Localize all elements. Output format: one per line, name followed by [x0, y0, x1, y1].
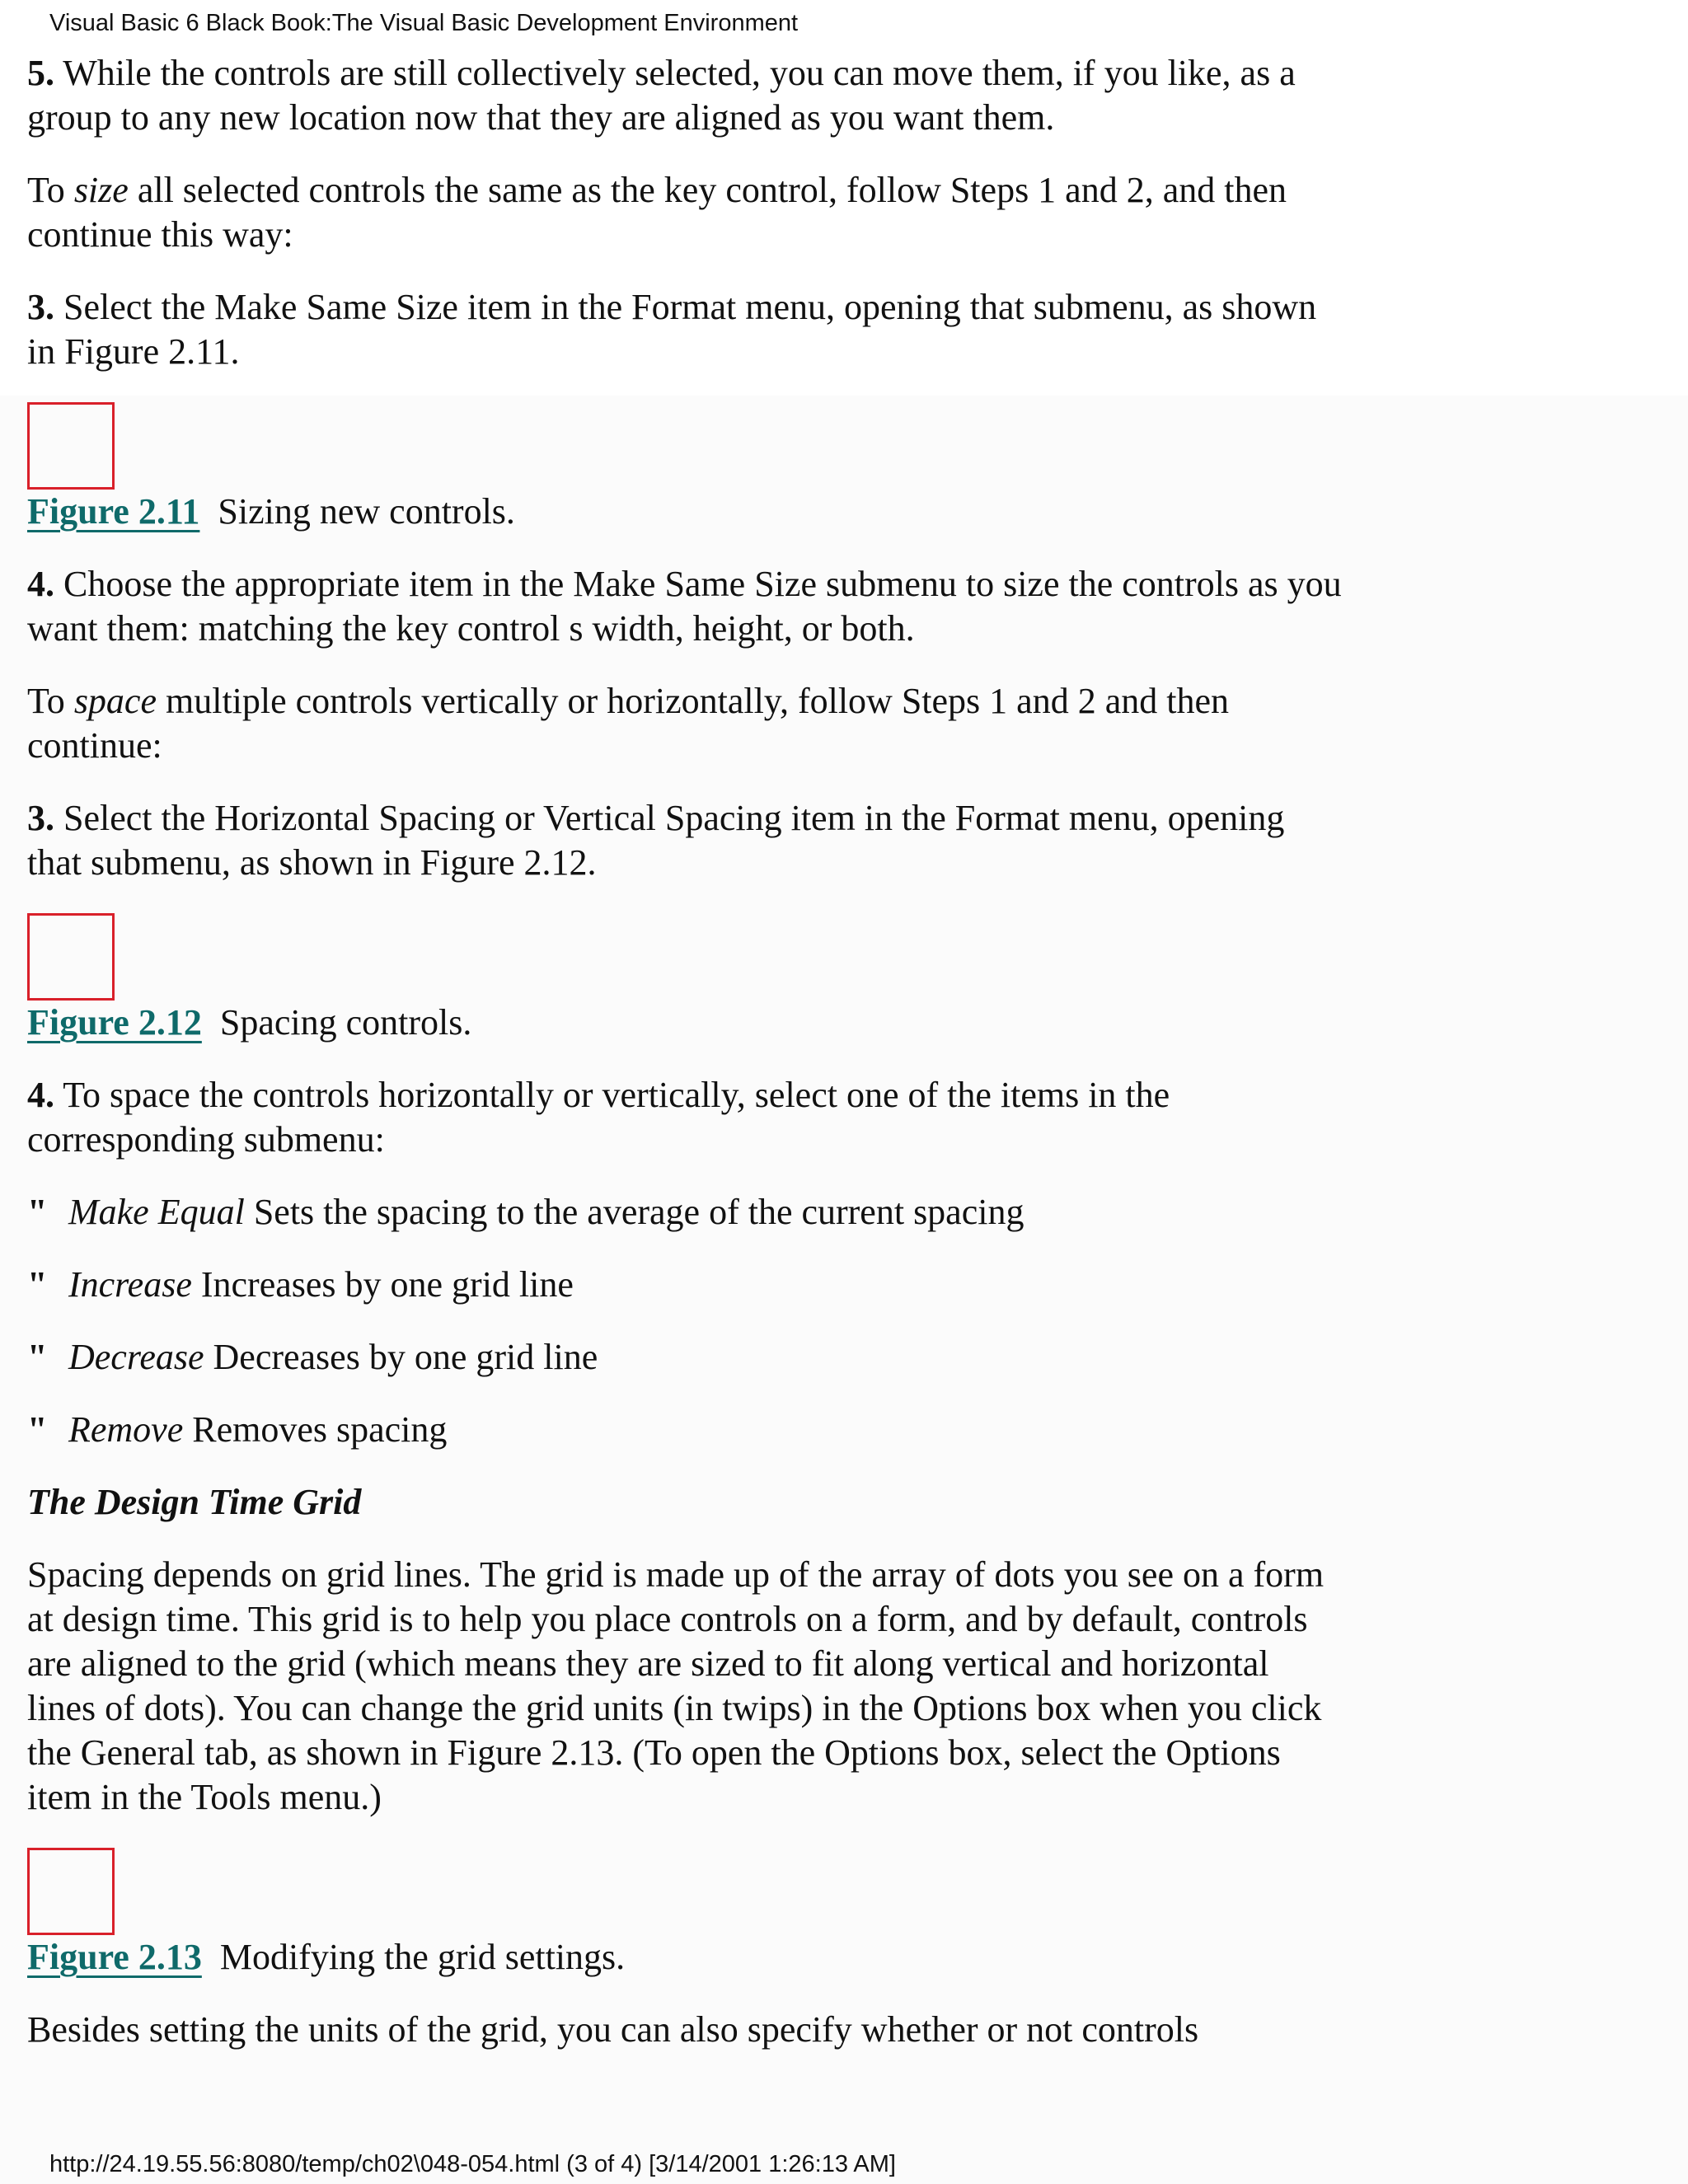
list-term: Increase [68, 1264, 192, 1305]
figure-2-12-image-placeholder [27, 913, 115, 1001]
figure-2-13-caption [27, 1935, 1346, 1980]
page-footer-url: http://24.19.55.56:8080/temp/ch02\048-054.html (3 of 4) [3/14/2001 1:26:13 AM] [49, 2151, 896, 2177]
space-intro-paragraph [27, 679, 1346, 768]
list-desc: Removes spacing [183, 1409, 448, 1450]
emphasis-text: space [73, 681, 157, 721]
step-text: Choose the appropriate item in the Make Same Size submenu to size the controls as you want them: matching the key control s width, height, or both. [27, 564, 1342, 649]
step-number: 4. [27, 1075, 54, 1115]
text-run: all selected controls the same as the key control, follow Steps 1 and 2, and then continue this way: [27, 170, 1287, 255]
list-term: Decrease [68, 1337, 204, 1377]
step-text: To space the controls horizontally or vertically, select one of the items in the corresponding submenu: [27, 1075, 1170, 1160]
grid-paragraph: Spacing depends on grid lines. The grid is made up of the array of dots you see on a form at design time. This grid is to help you place controls on a form, and by default, controls are aligned to the grid (which means they are sized to fit along vertical and horizontal lines of dots). You can change the grid units (in twips) in the Options box when you click the General tab, as shown in Figure 2.13. (To open the Options box, select the Options item in the Tools menu.) [27, 1554, 1325, 1817]
list-term: Make Equal [68, 1192, 245, 1232]
caption-text: Sizing new controls. [218, 491, 515, 532]
section-heading: The Design Time Grid [27, 1482, 362, 1522]
step-number: 3. [27, 798, 54, 838]
step-number: 5. [27, 53, 54, 93]
list-item [27, 1408, 1346, 1452]
caption-text: Spacing controls. [219, 1002, 472, 1043]
closing-paragraph: Besides setting the units of the grid, you can also specify whether or not controls [27, 2009, 1199, 2050]
list-desc: Sets the spacing to the average of the current spacing [244, 1192, 1025, 1232]
bullet-mark: " [27, 1337, 48, 1377]
figure-2-13-image-placeholder [27, 1848, 115, 1935]
figure-2-11-link[interactable]: Figure 2.11 [27, 491, 200, 532]
figure-2-11-caption [27, 490, 1346, 534]
list-item [27, 1335, 1346, 1380]
step-text: Select the Make Same Size item in the Format menu, opening that submenu, as shown in Figure 2.11. [27, 287, 1317, 372]
text-run: To [27, 681, 74, 721]
step-4-size-paragraph [27, 562, 1346, 651]
step-3-size-paragraph [27, 285, 1346, 374]
figure-2-12-link[interactable]: Figure 2.12 [27, 1002, 202, 1043]
figure-2-13-link[interactable]: Figure 2.13 [27, 1937, 202, 1977]
step-5-paragraph [27, 51, 1346, 140]
list-desc: Increases by one grid line [191, 1264, 574, 1305]
step-text: While the controls are still collectively selected, you can move them, if you like, as a group to any new location now that they are aligned as you want them. [27, 53, 1296, 138]
size-intro-paragraph [27, 168, 1346, 257]
list-item [27, 1190, 1346, 1235]
figure-2-11-image-placeholder [27, 402, 115, 490]
step-number: 3. [27, 287, 54, 327]
bullet-mark: " [27, 1264, 48, 1305]
page-header-title: Visual Basic 6 Black Book:The Visual Basic Development Environment [49, 10, 799, 36]
text-run: multiple controls vertically or horizontally, follow Steps 1 and 2 and then continue: [27, 681, 1229, 766]
list-item [27, 1263, 1346, 1307]
step-3-space-paragraph [27, 796, 1346, 885]
emphasis-text: size [73, 170, 129, 210]
step-number: 4. [27, 564, 54, 604]
figure-2-12-caption [27, 1001, 1346, 1045]
step-text: Select the Horizontal Spacing or Vertical Spacing item in the Format menu, opening that submenu, as shown in Figure 2.12. [27, 798, 1285, 883]
document-body [27, 51, 1346, 2080]
bullet-mark: " [27, 1192, 48, 1232]
step-4-space-paragraph [27, 1073, 1346, 1162]
text-run: To [27, 170, 74, 210]
caption-text: Modifying the grid settings. [219, 1937, 626, 1977]
list-term: Remove [68, 1409, 184, 1450]
bullet-mark: " [27, 1409, 48, 1450]
list-desc: Decreases by one grid line [204, 1337, 598, 1377]
